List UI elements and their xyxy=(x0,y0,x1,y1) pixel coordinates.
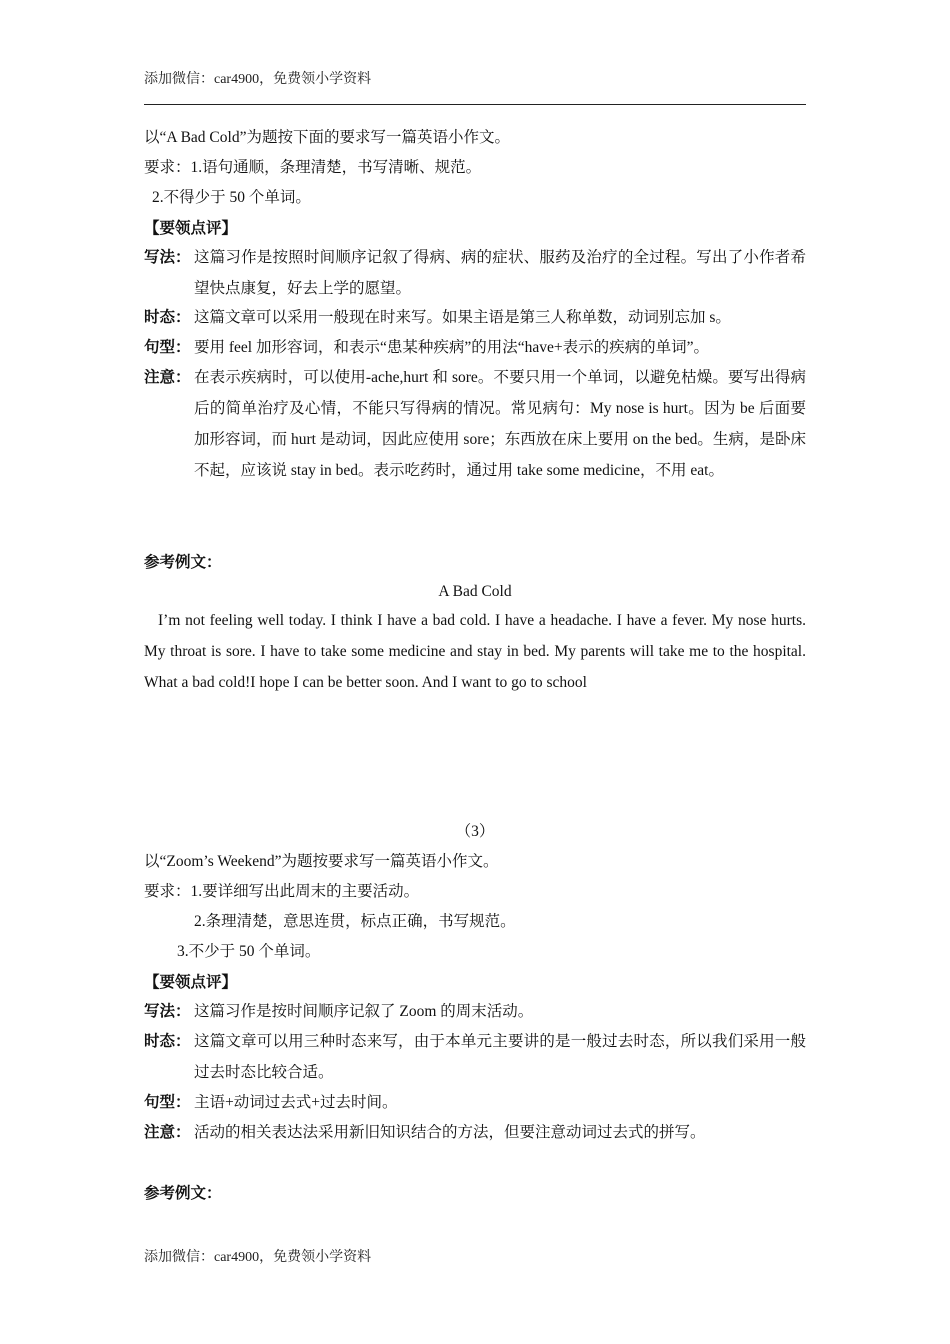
pattern-label: 句型： xyxy=(144,339,191,356)
writing-label: 写法： xyxy=(144,249,191,266)
writing-label: 写法： xyxy=(144,1003,191,1020)
note-label: 注意： xyxy=(144,1124,191,1141)
requirement-1: 要求：1.语句通顺，条理清楚，书写清晰、规范。 xyxy=(144,159,482,176)
page-footer: 添加微信：car4900，免费领小学资料 xyxy=(144,1250,372,1265)
writing-method xyxy=(144,242,806,304)
note-text: 活动的相关表达法采用新旧知识结合的方法，但要注意动词过去式的拼写。 xyxy=(194,1124,706,1141)
question-number: （3） xyxy=(455,823,495,840)
tense-label: 时态： xyxy=(144,309,191,326)
requirement-3: 3.不少于 50 个单词。 xyxy=(177,943,321,960)
tense-text: 这篇文章可以用三种时态来写，由于本单元主要讲的是一般过去时态，所以我们采用一般过去时态比较合适。 xyxy=(194,1033,806,1081)
requirement-2: 2.不得少于 50 个单词。 xyxy=(152,189,311,206)
note-text: 在表示疾病时，可以使用-ache,hurt 和 sore。不要只用一个单词，以避免枯燥。要写出得病后的简单治疗及心情，不能只写得病的情况。常见病句：My nose is hurt。因为 be 后面要加形容词，而 hurt 是动词，因此应使用 sore；东西放在床上要用 on the bed。生病，是卧床不起，应该说 stay in bed。表示吃药时，通过用 take some medicine，不用 eat。 xyxy=(194,369,806,479)
attention-note xyxy=(144,1117,806,1148)
prompt-a-bad-cold: 以“A Bad Cold”为题按下面的要求写一篇英语小作文。 xyxy=(144,129,510,146)
section-heading-review: 【要领点评】 xyxy=(144,974,238,991)
sample-essay-label: 参考例文： xyxy=(144,1185,222,1202)
note-label: 注意： xyxy=(144,369,191,386)
writing-text: 这篇习作是按时间顺序记叙了 Zoom 的周末活动。 xyxy=(194,1003,534,1020)
writing-text: 这篇习作是按照时间顺序记叙了得病、病的症状、服药及治疗的全过程。写出了小作者希望快点康复，好去上学的愿望。 xyxy=(194,249,806,297)
pattern-text: 要用 feel 加形容词，和表示“患某种疾病”的用法“have+表示的疾病的单词”。 xyxy=(194,339,709,356)
sentence-pattern xyxy=(144,1087,806,1118)
sentence-pattern xyxy=(144,332,806,363)
tense-text: 这篇文章可以采用一般现在时来写。如果主语是第三人称单数，动词别忘加 s。 xyxy=(194,309,731,326)
attention-note xyxy=(144,362,806,486)
pattern-label: 句型： xyxy=(144,1094,191,1111)
requirement-1: 要求：1.要详细写出此周末的主要活动。 xyxy=(144,883,420,900)
page-header: 添加微信：car4900，免费领小学资料 xyxy=(144,72,372,87)
tense-note xyxy=(144,1026,806,1088)
writing-method xyxy=(144,996,806,1027)
essay-body: I’m not feeling well today. I think I have a bad cold. I have a headache. I have a fever. My nose hurts. My throat is sore. I have to take some medicine and stay in bed. My parents will take me to the hospital. What a bad cold!I hope I can be better soon. And I want to go to school xyxy=(144,612,806,691)
requirement-2: 2.条理清楚，意思连贯，标点正确，书写规范。 xyxy=(194,913,516,930)
sample-essay-label: 参考例文： xyxy=(144,554,222,571)
header-divider xyxy=(144,104,806,105)
pattern-text: 主语+动词过去式+过去时间。 xyxy=(194,1094,398,1111)
essay-title: A Bad Cold xyxy=(438,583,512,600)
tense-note xyxy=(144,302,806,333)
prompt-zoom-weekend: 以“Zoom’s Weekend”为题按要求写一篇英语小作文。 xyxy=(144,853,499,870)
section-heading-review: 【要领点评】 xyxy=(144,220,238,237)
tense-label: 时态： xyxy=(144,1033,191,1050)
